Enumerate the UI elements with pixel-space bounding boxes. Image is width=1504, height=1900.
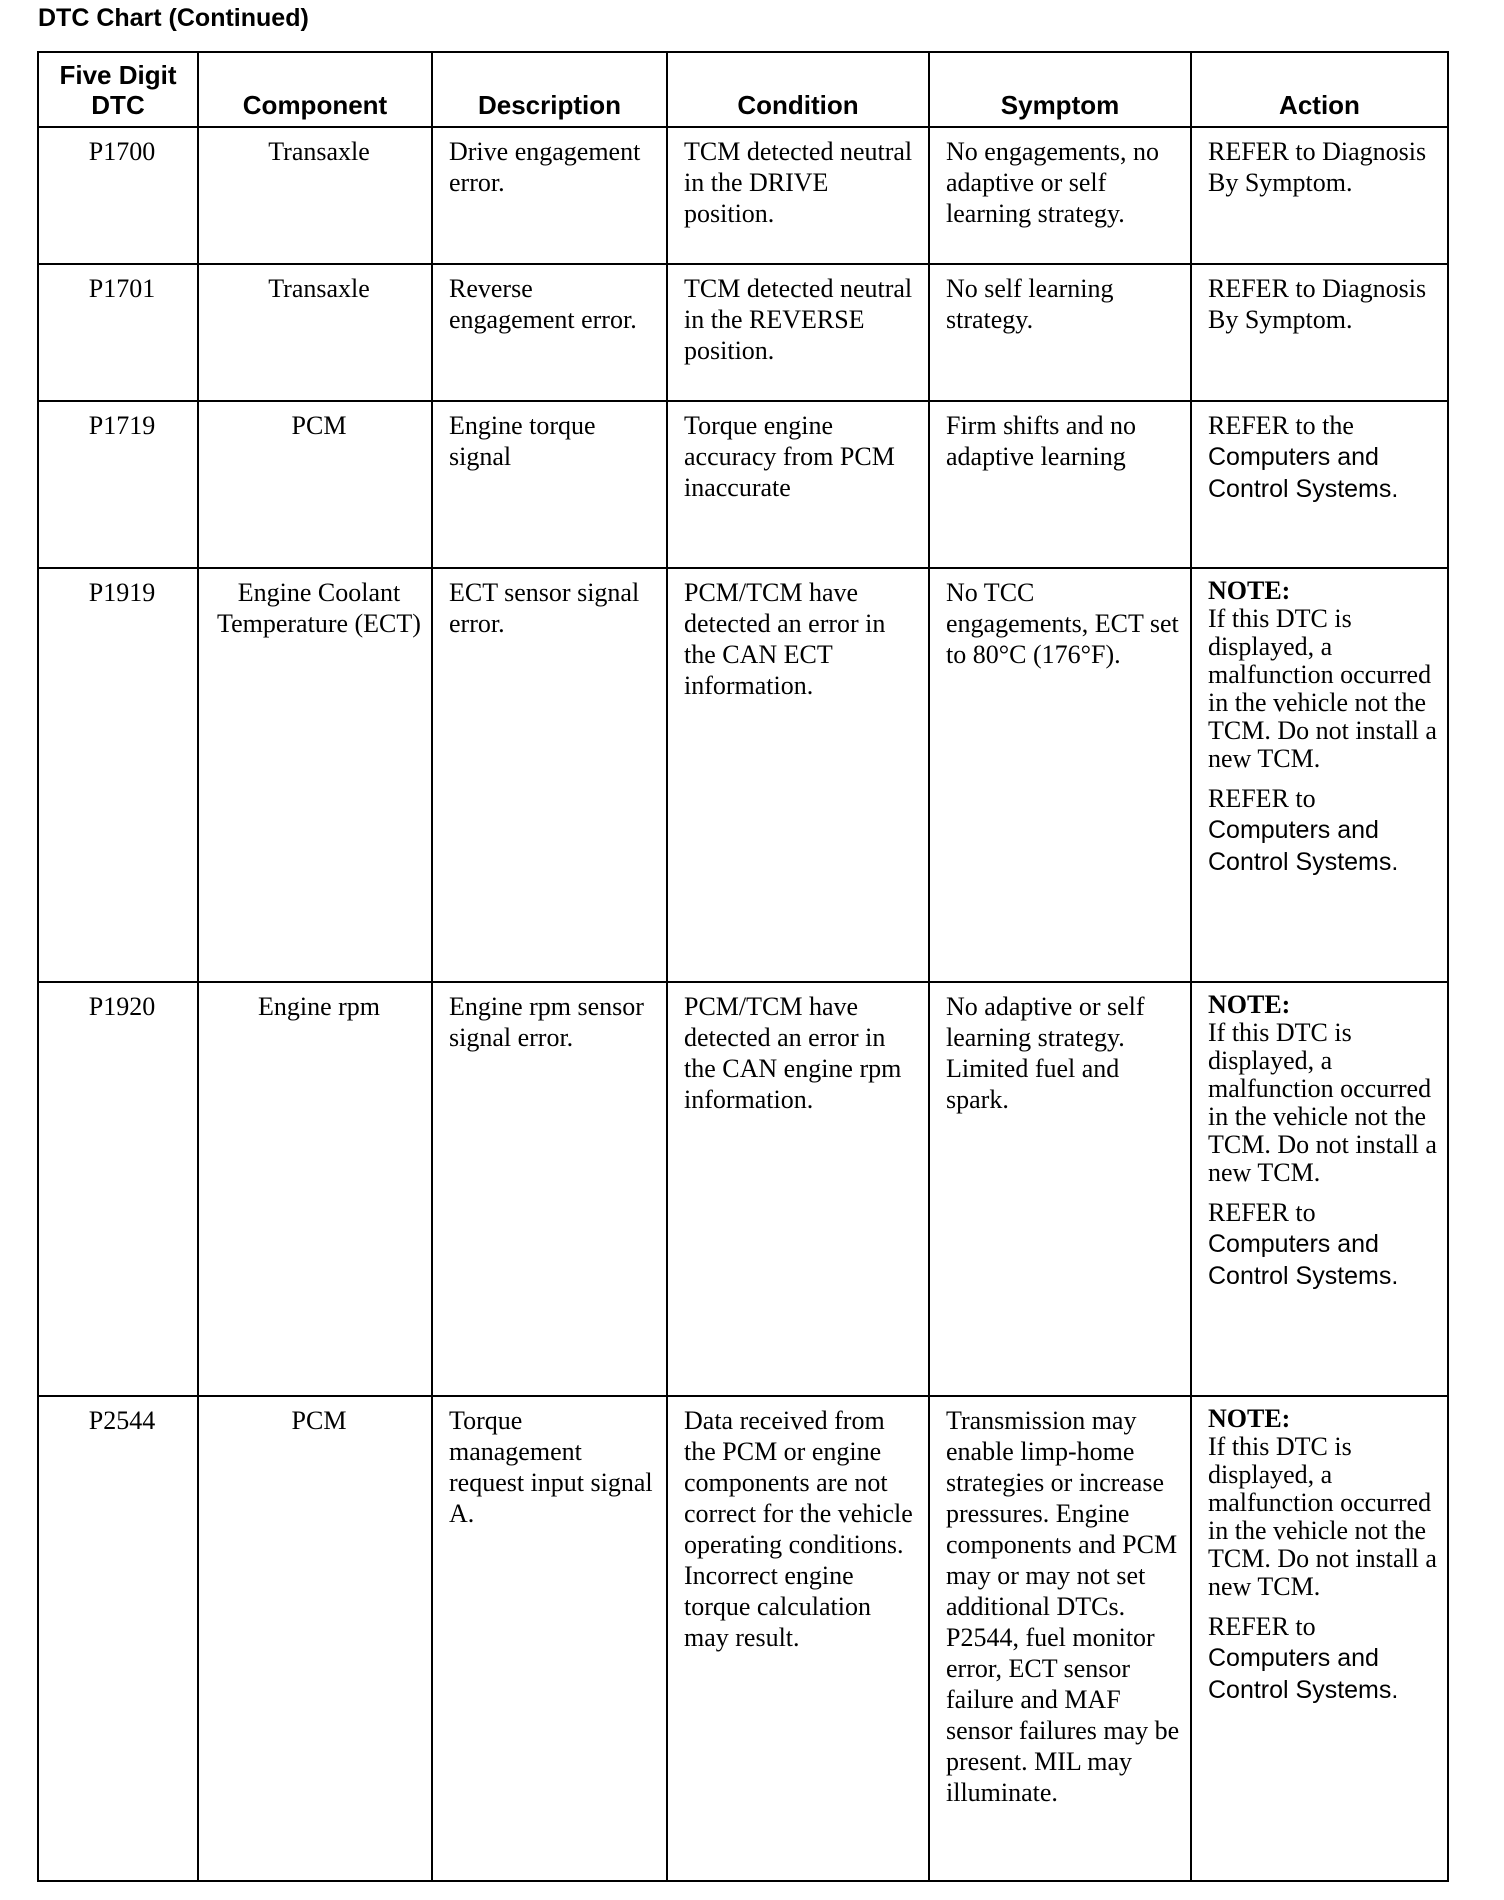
action-refer: REFER to: [1208, 1612, 1316, 1641]
action-link[interactable]: Computers and Control Systems.: [1208, 443, 1399, 503]
column-header-action: Action: [1191, 52, 1448, 127]
action-refer: REFER to: [1208, 1198, 1316, 1227]
component-cell: Engine Coolant Temperature (ECT): [198, 568, 432, 982]
note-text: If this DTC is displayed, a malfunction occurred in the vehicle not the TCM. Do not install a new TCM.: [1208, 1432, 1437, 1601]
dtc-code: P1719: [38, 401, 198, 568]
symptom-cell: No engagements, no adaptive or self learning strategy.: [929, 127, 1191, 264]
table-row: [38, 1396, 1448, 1881]
column-header-dtc: Five Digit DTC: [38, 52, 198, 127]
component-cell: Transaxle: [198, 127, 432, 264]
action-cell: [1191, 1396, 1448, 1881]
dtc-code: P1700: [38, 127, 198, 264]
action-cell: [1191, 982, 1448, 1396]
component-cell: PCM: [198, 401, 432, 568]
table-row: [38, 401, 1448, 568]
condition-cell: PCM/TCM have detected an error in the CAN ECT information.: [667, 568, 929, 982]
symptom-cell: No self learning strategy.: [929, 264, 1191, 401]
condition-cell: TCM detected neutral in the DRIVE position.: [667, 127, 929, 264]
symptom-cell: Firm shifts and no adaptive learning: [929, 401, 1191, 568]
action-refer: REFER to the: [1208, 411, 1354, 440]
condition-cell: Torque engine accuracy from PCM inaccurate: [667, 401, 929, 568]
symptom-cell: Transmission may enable limp-home strategies or increase pressures. Engine components and PCM may or may not set additional DTCs. P2544, fuel monitor error, ECT sensor failure and MAF sensor failures may be present. MIL may illuminate.: [929, 1396, 1191, 1881]
action-cell: [1191, 127, 1448, 264]
note-heading: NOTE:: [1208, 576, 1291, 605]
column-header-symptom: Symptom: [929, 52, 1191, 127]
action-link[interactable]: Computers and Control Systems.: [1208, 1644, 1399, 1704]
column-header-condition: Condition: [667, 52, 929, 127]
action-refer: REFER to: [1208, 784, 1316, 813]
note-text: If this DTC is displayed, a malfunction occurred in the vehicle not the TCM. Do not install a new TCM.: [1208, 1018, 1437, 1187]
dtc-code: P1701: [38, 264, 198, 401]
table-row: [38, 568, 1448, 982]
dtc-code: P1920: [38, 982, 198, 1396]
action-link[interactable]: Computers and Control Systems.: [1208, 1230, 1399, 1290]
symptom-cell: No TCC engagements, ECT set to 80°C (176°F).: [929, 568, 1191, 982]
component-cell: Engine rpm: [198, 982, 432, 1396]
condition-cell: PCM/TCM have detected an error in the CAN engine rpm information.: [667, 982, 929, 1396]
table-row: [38, 264, 1448, 401]
column-header-description: Description: [432, 52, 667, 127]
description-cell: Reverse engagement error.: [432, 264, 667, 401]
symptom-cell: No adaptive or self learning strategy. Limited fuel and spark.: [929, 982, 1191, 1396]
component-cell: PCM: [198, 1396, 432, 1881]
condition-cell: TCM detected neutral in the REVERSE position.: [667, 264, 929, 401]
table-row: [38, 127, 1448, 264]
action-cell: [1191, 264, 1448, 401]
description-cell: Engine torque signal: [432, 401, 667, 568]
column-header-component: Component: [198, 52, 432, 127]
table-header-row: [38, 52, 1448, 127]
action-cell: [1191, 568, 1448, 982]
dtc-code: P1919: [38, 568, 198, 982]
description-cell: Engine rpm sensor signal error.: [432, 982, 667, 1396]
action-link[interactable]: Computers and Control Systems.: [1208, 816, 1399, 876]
page-title: DTC Chart (Continued): [38, 4, 309, 32]
description-cell: Drive engagement error.: [432, 127, 667, 264]
description-cell: Torque management request input signal A.: [432, 1396, 667, 1881]
component-cell: Transaxle: [198, 264, 432, 401]
table-row: [38, 982, 1448, 1396]
dtc-chart-table: [37, 51, 1449, 1882]
description-cell: ECT sensor signal error.: [432, 568, 667, 982]
action-refer: REFER to Diagnosis By Symptom.: [1208, 274, 1427, 334]
condition-cell: Data received from the PCM or engine components are not correct for the vehicle operating conditions. Incorrect engine torque calculation may result.: [667, 1396, 929, 1881]
dtc-code: P2544: [38, 1396, 198, 1881]
action-cell: [1191, 401, 1448, 568]
action-refer: REFER to Diagnosis By Symptom.: [1208, 137, 1427, 197]
note-heading: NOTE:: [1208, 1404, 1291, 1433]
note-text: If this DTC is displayed, a malfunction occurred in the vehicle not the TCM. Do not install a new TCM.: [1208, 604, 1437, 773]
note-heading: NOTE:: [1208, 990, 1291, 1019]
